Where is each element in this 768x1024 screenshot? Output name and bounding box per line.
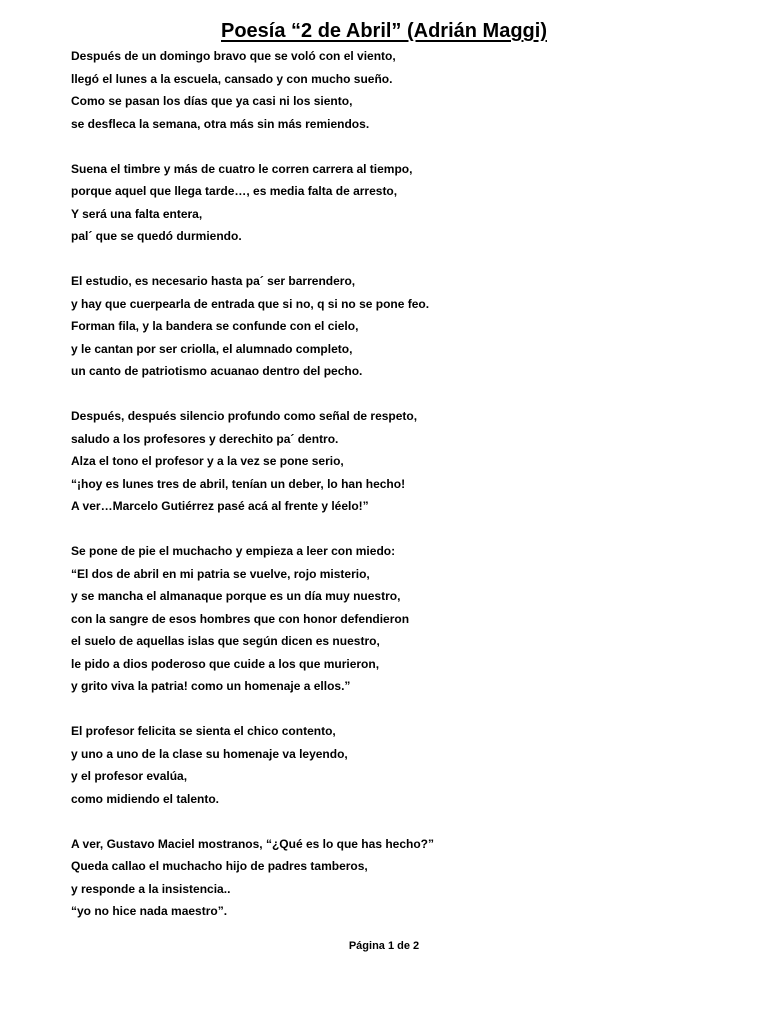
- poem-line: “El dos de abril en mi patria se vuelve, rojo misterio,: [71, 566, 370, 581]
- poem-line: El estudio, es necesario hasta pa´ ser barrendero,: [71, 274, 356, 288]
- stanza: [71, 720, 731, 810]
- poem-line: y le cantan por ser criolla, el alumnado completo,: [71, 341, 353, 356]
- poem-line: “yo no hice nada maestro”.: [71, 904, 228, 918]
- stanza: [71, 405, 731, 518]
- poem-line: con la sangre de esos hombres que con honor defendieron: [71, 611, 410, 626]
- stanza: [71, 45, 731, 135]
- poem-line: A ver…Marcelo Gutiérrez pasé acá al frente y léelo!”: [71, 499, 369, 513]
- poem-line: un canto de patriotismo acuanao dentro del pecho.: [71, 364, 363, 378]
- poem-line: A ver, Gustavo Maciel mostranos, “¿Qué es lo que has hecho?”: [71, 836, 434, 851]
- poem-line: Forman fila, y la bandera se confunde con el cielo,: [71, 319, 359, 333]
- stanza: [71, 270, 731, 383]
- poem-line: Queda callao el muchacho hijo de padres tamberos,: [71, 859, 368, 873]
- poem-line: Se pone de pie el muchacho y empieza a leer con miedo:: [71, 544, 396, 558]
- poem-line: porque aquel que llega tarde…, es media falta de arresto,: [71, 184, 398, 198]
- poem-line: Después de un domingo bravo que se voló con el viento,: [71, 49, 396, 63]
- poem-line: Suena el timbre y más de cuatro le corren carrera al tiempo,: [71, 161, 413, 176]
- stanza: [71, 833, 731, 923]
- poem-line: llegó el lunes a la escuela, cansado y con mucho sueño.: [71, 71, 393, 86]
- page-number: Página 1 de 2: [348, 940, 420, 952]
- poem-line: “¡hoy es lunes tres de abril, tenían un deber, lo han hecho!: [71, 476, 406, 491]
- poem-line: Como se pasan los días que ya casi ni los siento,: [71, 94, 353, 108]
- poem-line: se desflecа la semana, otra más sin más remiendos.: [71, 116, 370, 131]
- poem-body: [71, 45, 731, 945]
- poem-line: como midiendo el talento.: [71, 791, 220, 806]
- poem-line: Alza el tono el profesor y a la vez se pone serio,: [71, 454, 344, 468]
- poem-line: Después, después silencio profundo como señal de respeto,: [71, 409, 418, 423]
- poem-line: y grito viva la patria! como un homenaje a ellos.”: [71, 679, 351, 693]
- stanza: [71, 540, 731, 698]
- poem-line: y responde a la insistencia..: [71, 881, 231, 896]
- poem-title: Poesía “2 de Abril” (Adrián Maggi): [221, 20, 547, 42]
- poem-line: Y será una falta entera,: [71, 206, 203, 221]
- stanza: [71, 158, 731, 248]
- poem-line: y hay que cuerpearla de entrada que si no, q si no se pone feo.: [71, 296, 430, 311]
- poem-line: le pido a dios poderoso que cuide a los que murieron,: [71, 656, 380, 671]
- poem-line: pal´ que se quedó durmiendo.: [71, 229, 242, 243]
- poem-line: y el profesor evalúa,: [71, 769, 188, 783]
- poem-line: y uno a uno de la clase su homenaje va leyendo,: [71, 746, 348, 761]
- poem-line: El profesor felicita se sienta el chico contento,: [71, 724, 336, 738]
- poem-line: y se mancha el almanaque porque es un día muy nuestro,: [71, 589, 401, 603]
- poem-line: el suelo de aquellas islas que según dicen es nuestro,: [71, 634, 380, 648]
- poem-line: saludo a los profesores y derechito pa´ dentro.: [71, 431, 339, 446]
